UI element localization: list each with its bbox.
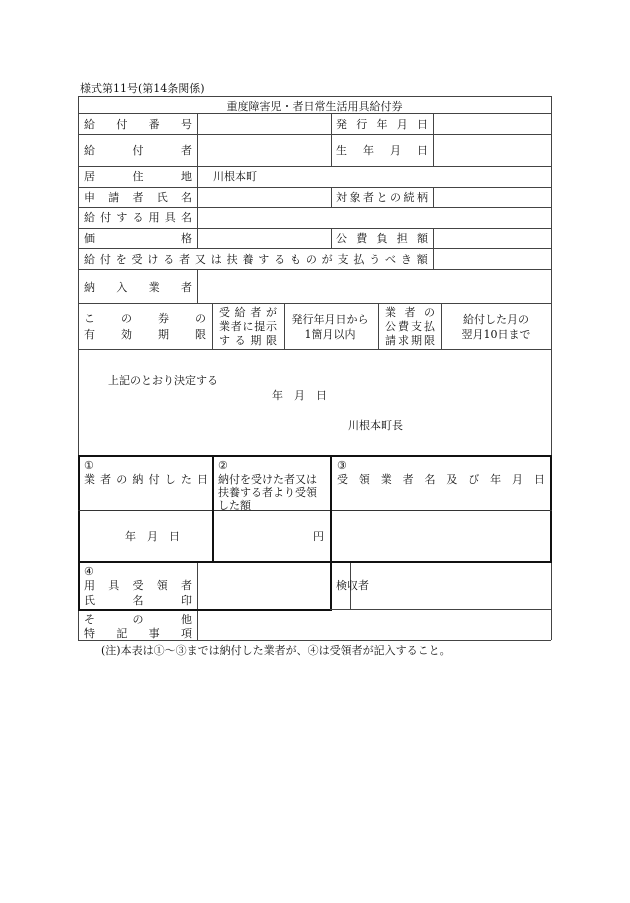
- residence-value: 川根本町: [213, 170, 257, 183]
- col-divider-r9-d: [441, 303, 442, 349]
- row-line: [78, 187, 551, 188]
- claim-value-1: 給付した月の: [463, 313, 529, 326]
- col-divider-r9-b: [284, 303, 285, 349]
- vendor-c2-line3: した額: [218, 499, 251, 512]
- decision-signer: 川根本町長: [348, 419, 403, 432]
- col-divider-mid-r6: [331, 228, 332, 248]
- footnote: (注)本表は①～③までは納付した業者が、④は受領者が記入すること。: [101, 644, 451, 657]
- row-line: [78, 228, 551, 229]
- vendor-c1-label: 業 者 の 納 付 し た 日: [84, 473, 208, 486]
- inspector-label: 検収者: [336, 579, 369, 592]
- label-claim-2: 公 費 支 払: [385, 320, 435, 333]
- vendor-date-value: 年 月 日: [125, 530, 180, 543]
- col-divider-r9-a: [212, 303, 213, 349]
- row-line: [78, 207, 551, 208]
- other-col-divider: [197, 611, 198, 640]
- claim-value-2: 翌月10日まで: [461, 328, 531, 341]
- label-validity-1: こ の 券 の: [84, 312, 206, 325]
- row-line: [330, 609, 551, 610]
- label-present-3: す る 期 限: [219, 334, 277, 347]
- col-divider-left: [197, 113, 198, 249]
- label-present-2: 業 者 に 提 示: [219, 320, 277, 333]
- vendor-section-col-2: [330, 455, 332, 563]
- form-number: 様式第11号(第14条関係): [80, 82, 205, 95]
- label-equipment-name: 給 付 す る 用 具 名: [84, 211, 192, 224]
- decision-text: 上記のとおり決定する: [108, 374, 218, 387]
- recipient-number: ④: [84, 565, 94, 578]
- label-residence: 居 住 地: [84, 170, 192, 183]
- col-divider-mid-r4: [331, 187, 332, 207]
- vendor-section-col-1: [212, 455, 214, 563]
- row-line: [78, 134, 551, 135]
- col-divider-right-r1r2: [433, 113, 434, 166]
- row-line: [78, 269, 551, 270]
- label-claim-1: 業 者 の: [385, 306, 435, 319]
- label-present-1: 受 給 者 が: [219, 306, 277, 319]
- row-line: [78, 113, 551, 114]
- other-label-1: そ の 他: [84, 613, 192, 626]
- vendor-section-frame: [78, 455, 552, 563]
- label-validity-2: 有 効 期 限: [84, 328, 206, 341]
- label-applicant-name: 申 請 者 氏 名: [84, 191, 192, 204]
- row-line: [78, 166, 551, 167]
- label-price: 価 格: [84, 232, 192, 245]
- col-divider-r9-c: [378, 303, 379, 349]
- col-divider-right-r6r7: [433, 228, 434, 269]
- col-divider-right-r4: [433, 187, 434, 207]
- vendor-c2-line1: 納付を受けた者又は: [218, 473, 317, 486]
- label-birthdate: 生 年 月 日: [336, 144, 428, 157]
- label-kyufu-bango: 給 付 番 号: [84, 118, 192, 131]
- table-bottom-border: [78, 640, 551, 641]
- label-public-burden: 公 費 負 担 額: [336, 232, 428, 245]
- vendor-c3-number: ③: [337, 459, 347, 472]
- label-supplier: 納 入 業 者: [84, 281, 192, 294]
- recipient-label-2: 氏 名 印: [84, 594, 192, 607]
- row-line: [78, 349, 551, 350]
- label-hakko-date: 発 行 年 月 日: [336, 118, 428, 131]
- vendor-c2-number: ②: [218, 459, 228, 472]
- row-line: [78, 248, 551, 249]
- table-top-border: [78, 96, 551, 97]
- present-value-1: 発行年月日から: [291, 313, 369, 326]
- vendor-c1-number: ①: [84, 459, 94, 472]
- col-divider-mid-r1r2: [331, 113, 332, 166]
- row-line: [78, 303, 551, 304]
- form-title: 重度障害児・者日常生活用具給付券: [226, 100, 403, 113]
- present-value-2: 1箇月以内: [304, 328, 356, 341]
- recipient-label-1: 用 具 受 領 者: [84, 579, 192, 592]
- label-kyufusha: 給 付 者: [84, 144, 192, 157]
- label-copay: 給 付 を 受 け る 者 又 は 扶 養 す る も の が 支 払 う べ き 額: [84, 253, 428, 266]
- vendor-section-row-line: [78, 510, 552, 511]
- vendor-c2-line2: 扶養する者より受領: [218, 486, 317, 499]
- col-divider-left-r8: [197, 269, 198, 303]
- vendor-yen: 円: [313, 530, 324, 543]
- other-label-2: 特 記 事 項: [84, 627, 192, 640]
- label-claim-3: 請 求 期 限: [385, 334, 435, 347]
- label-relationship: 対 象 者 と の 続 柄: [336, 191, 428, 204]
- decision-date: 年 月 日: [272, 389, 327, 402]
- vendor-c3-label: 受 領 業 者 名 及 び 年 月 日: [337, 473, 545, 486]
